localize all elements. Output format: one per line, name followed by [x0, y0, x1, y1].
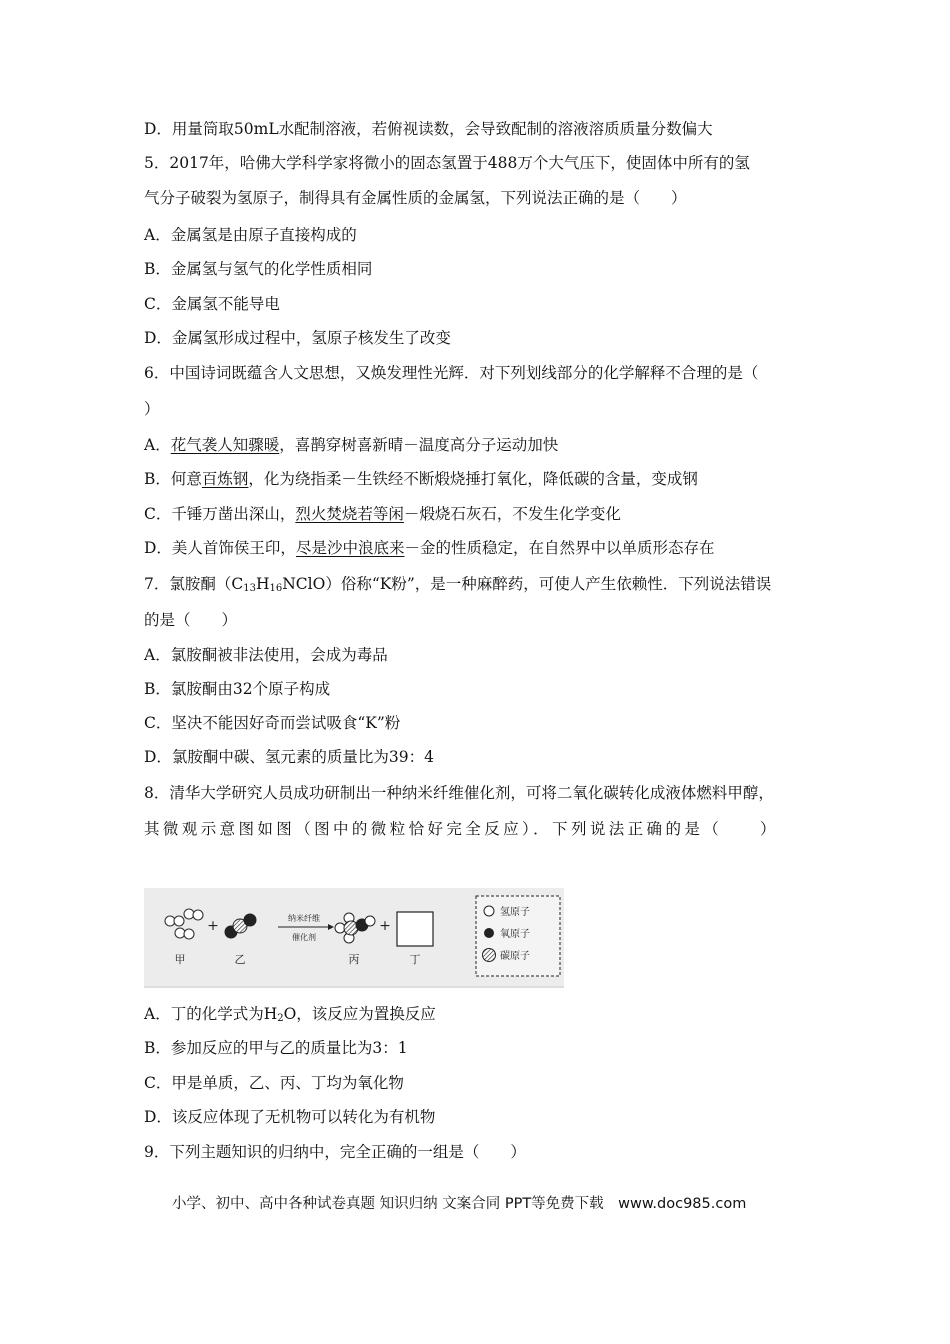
q8-option-b: B．参加反应的甲与乙的质量比为3：1 [144, 1039, 408, 1057]
q6-option-a: A．花气袭人知骤暖，喜鹊穿树喜新晴－温度高分子运动加快 [144, 436, 559, 454]
plus-sign: + [379, 918, 391, 934]
arrow-label-top: 纳米纤维 [288, 914, 320, 923]
q7-option-b: B．氯胺酮由32个原子构成 [144, 680, 331, 698]
reaction-diagram [144, 888, 564, 988]
legend-carbon: 碳原子 [500, 951, 530, 962]
q8-option-c: C．甲是单质，乙、丙、丁均为氧化物 [144, 1074, 404, 1092]
q7-option-a: A．氯胺酮被非法使用，会成为毒品 [144, 646, 388, 664]
q9-stem: 9．下列主题知识的归纳中，完全正确的一组是（ ） [144, 1143, 526, 1161]
arrow-label-bottom: 催化剂 [292, 933, 316, 942]
page-footer: 小学、初中、高中各种试卷真题 知识归纳 文案合同 PPT等免费下载 www.doc985.com [172, 1196, 747, 1212]
underlined-phrase: 百炼钢 [201, 470, 249, 488]
label-bing: 丙 [348, 953, 360, 966]
legend-oxygen-icon [484, 928, 494, 938]
q5-option-b: B．金属氢与氢气的化学性质相同 [144, 260, 373, 278]
q7-stem-line2: 的是（ ） [144, 611, 238, 629]
underlined-phrase: 烈火焚烧若等闲 [295, 505, 404, 523]
q6-stem-line2: ） [144, 400, 160, 418]
q8-stem-line2: 其微观示意图如图（图中的微粒恰好完全反应）．下列说法正确的是（ ） [144, 820, 779, 838]
q5-option-a: A．金属氢是由原子直接构成的 [144, 226, 357, 244]
q6-option-c: C．千锤万凿出深山，烈火焚烧若等闲－煅烧石灰石，不发生化学变化 [144, 505, 621, 523]
q5-stem-line2: 气分子破裂为氢原子，制得具有金属性质的金属氢，下列说法正确的是（ ） [144, 189, 687, 207]
underlined-phrase: 花气袭人知骤暖 [170, 436, 280, 454]
legend-hydrogen: 氢原子 [500, 907, 530, 918]
legend-oxygen: 氧原子 [500, 929, 530, 940]
q5-stem-line1: 5．2017年，哈佛大学科学家将微小的固态氢置于488万个大气压下，使固体中所有的氢 [144, 154, 750, 172]
ding-empty-box [397, 912, 433, 946]
q4-option-d: D．用量筒取50mL水配制溶液，若俯视读数，会导致配制的溶液溶质质量分数偏大 [144, 120, 713, 138]
q8-option-a: A．丁的化学式为$H_2O$，该反应为置换反应 [144, 1005, 436, 1024]
q7-option-d: D．氯胺酮中碳、氢元素的质量比为39：4 [144, 748, 435, 766]
q8-stem-line1: 8．清华大学研究人员成功研制出一种纳米纤维催化剂，可将二氧化碳转化成液体燃料甲醇， [144, 784, 774, 802]
label-yi: 乙 [234, 953, 246, 966]
q6-option-d: D．美人首饰侯王印，尽是沙中浪底来－金的性质稳定，在自然界中以单质形态存在 [144, 539, 715, 557]
legend-carbon-icon [483, 949, 496, 962]
q7-option-c: C．坚决不能因好奇而尝试吸食“K”粉 [144, 714, 401, 732]
q6-stem-line1: 6．中国诗词既蕴含人文思想，又焕发理性光辉．对下列划线部分的化学解释不合理的是（ [144, 364, 759, 382]
underlined-phrase: 尽是沙中浪底来 [295, 539, 405, 557]
plus-sign: + [207, 918, 219, 934]
q7-stem-line1: 7．氯胺酮$(C_{13}H_{16}NClO)$俗称“K粉”，是一种麻醉药，可使人产生依赖性．下列说法错误 [144, 575, 772, 594]
q5-option-d: D．金属氢形成过程中，氢原子核发生了改变 [144, 329, 451, 347]
q5-option-c: C．金属氢不能导电 [144, 295, 280, 313]
q8-option-d: D．该反应体现了无机物可以转化为有机物 [144, 1108, 436, 1126]
legend-hydrogen-icon [484, 906, 494, 916]
label-ding: 丁 [409, 953, 421, 966]
label-jia: 甲 [174, 953, 186, 966]
q6-option-b: B．何意百炼钢，化为绕指柔－生铁经不断煅烧捶打氧化，降低碳的含量，变成钢 [144, 470, 698, 488]
